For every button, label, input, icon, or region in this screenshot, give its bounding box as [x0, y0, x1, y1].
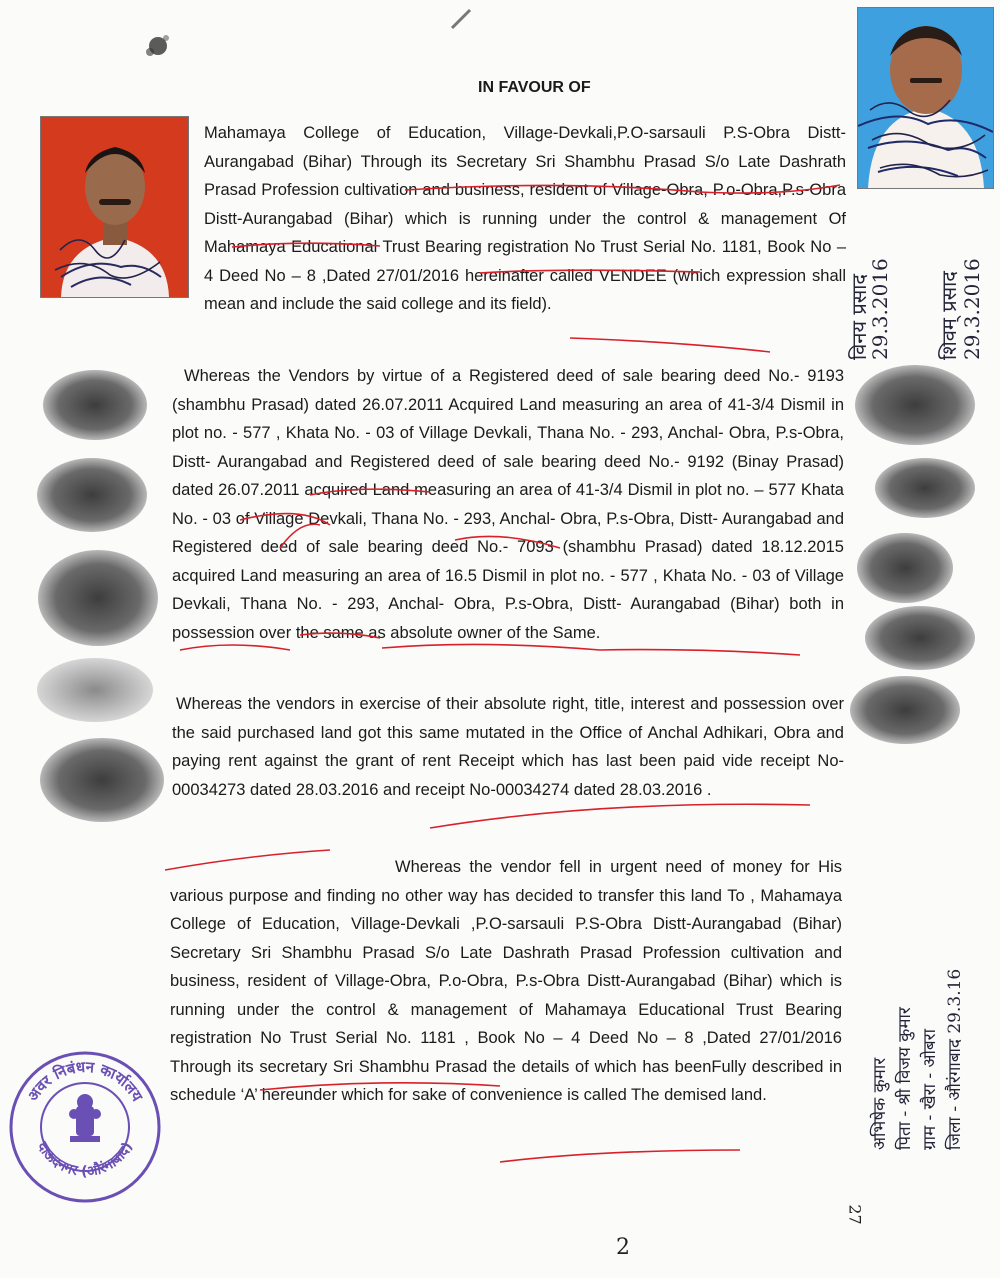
whereas-acquisition-paragraph: Whereas the Vendors by virtue of a Registered deed of sale bearing deed No.- 9193 (shambhu Prasad) dated 26.07.2011 Acquired Land measuring an area of 41-3/4 Dismil in plot no. - 577 , Khata No. - 03 of Village Devkali, Thana No. - 293, Anchal- Obra, P.s-Obra, Distt- Aurangabad and Registered deed of sale bearing deed No.- 9192 (Binay Prasad) dated 26.07.2011 acquired Land measuring an area of 41-3/4 Dismil in plot no. – 577 Khata No. - 03 of Village Devkali, Thana No. - 293, Anchal- Obra, P.s-Obra, Distt- Aurangabad and Registered deed of sale bearing deed No.- 7093 (shambhu Prasad) dated 18.12.2015 acquired Land measuring an area of 16.5 Dismil in plot no. - 577 , Khata No. - 03 of Village Devkali, Thana No. - 293, Anchal- Obra, P.s-Obra, Distt- Aurangabad (Bihar) both in possession over the same as absolute owner of the Same.	[172, 367, 844, 642]
section-heading: IN FAVOUR OF	[478, 79, 591, 96]
whereas-mutation-paragraph: Whereas the vendors in exercise of their absolute right, title, interest and possession over the said purchased land got this same mutated in the Office of Anchal Adhikari, Obra and paying rent against the grant of rent Receipt which has last been paid vide receipt No-00034273 dated 28.03.2016 and receipt No-00034274 dated 28.03.2016 .	[172, 695, 844, 799]
vendee-paragraph: Mahamaya College of Education, Village-Devkali,P.O-sarsauli P.S-Obra Distt-Aurangabad (Bihar) Through its Secretary Sri Shambhu Prasad S/o Late Dashrath Prasad Profession cultivation and business, resident of Village-Obra, P.o-Obra,P.s-Obra Distt-Aurangabad (Bihar) which is running under the control & management Of Mahamaya Educational Trust Bearing registration No Trust Serial No. 1181, Book No – 4 Deed No – 8 ,Dated 27/01/2016 hereinafter called VENDEE (which expression shall mean and include the said college and its field).	[204, 124, 846, 313]
stamp-bottom-text: दाऊदनगर (औरंगाबाद)	[33, 1139, 137, 1181]
margin-signature-1: विनय प्रसाद	[847, 273, 871, 360]
whereas-transfer-paragraph: Whereas the vendor fell in urgent need of money for His various purpose and finding no other way has decided to transfer this land To , Mahamaya College of Education, Village-Devkali ,P.O-sarsauli P.S-Obra Distt-Aurangabad (Bihar) Secretary Sri Shambhu Prasad S/o Late Dashrath Prasad Profession cultivation and business, resident of Village-Obra, P.o-Obra, P.s-Obra Distt-Aurangabad (Bihar) which is running under the control & management of Mahamaya Educational Trust Bearing registration No Trust Serial No. 1181 , Book No – 4 Deed No – 8 ,Dated 27/01/2016 Through its secretary Sri Shambhu Prasad the details of which has beenFully described in schedule ‘A’ hereunder which for sake of convenience is called The demised land.	[170, 858, 842, 1104]
margin-date-2: 29.3.2016	[960, 258, 984, 360]
side-note-line: ग्राम - खैरा - ओबरा	[920, 1029, 940, 1150]
side-note-line: पिता - श्री विजय कुमार	[895, 1007, 915, 1150]
margin-signature-2: शिवम् प्रसाद	[937, 271, 961, 360]
margin-date-1: 29.3.2016	[868, 258, 892, 360]
page-number: 27	[845, 1204, 865, 1225]
side-note-line: जिला - औरंगाबाद 29.3.16	[945, 968, 965, 1150]
stamp-top-text: अवर निबंधन कार्यालय	[23, 1057, 147, 1105]
handwritten-page-mark: 2	[616, 1235, 630, 1260]
side-note-line: अभिषेक कुमार	[870, 1057, 890, 1150]
